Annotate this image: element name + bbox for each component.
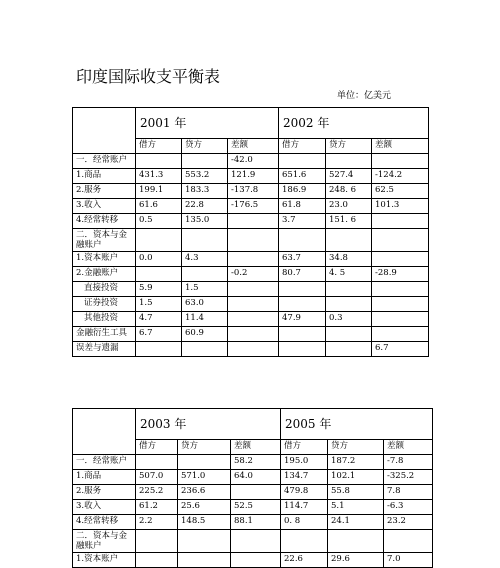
table-row (73, 530, 433, 553)
table-cell: 135.0 (182, 214, 228, 229)
table-cell (182, 267, 228, 282)
table-cell: 58.2 (231, 455, 281, 470)
table-cell (228, 229, 279, 252)
column-header: 借方 (279, 139, 326, 154)
table-cell (372, 282, 429, 297)
table-cell: 29.6 (328, 553, 384, 568)
table-cell: 0.0 (136, 252, 182, 267)
table-cell: 5.9 (136, 282, 182, 297)
table-cell: 80.7 (279, 267, 326, 282)
column-header: 差额 (231, 440, 281, 455)
row-label: 金融衍生工具 (73, 327, 136, 342)
table-cell (231, 553, 281, 568)
year-header: 2001 年 (136, 108, 279, 139)
table-cell: -0.2 (228, 267, 279, 282)
table-cell: 2.2 (136, 515, 178, 530)
column-header: 借方 (281, 440, 328, 455)
table-cell (178, 455, 231, 470)
table-cell: 6.7 (136, 327, 182, 342)
table-cell: 148.5 (178, 515, 231, 530)
year-header: 2005 年 (281, 409, 433, 440)
table-cell: 64.0 (231, 470, 281, 485)
table-row (73, 154, 429, 169)
table-cell: -7.8 (384, 455, 433, 470)
balance-table-2001-2002 (72, 107, 429, 357)
table-cell: 121.9 (228, 169, 279, 184)
table-cell (136, 553, 178, 568)
table-row (73, 267, 429, 282)
table-row (73, 312, 429, 327)
column-header: 贷方 (328, 440, 384, 455)
table-row (73, 553, 433, 568)
table-row (73, 169, 429, 184)
row-label: 2.服务 (73, 184, 136, 199)
table-cell: -28.9 (372, 267, 429, 282)
table-cell (182, 154, 228, 169)
table-cell (372, 297, 429, 312)
table-cell (326, 282, 372, 297)
table-cell: 22.8 (182, 199, 228, 214)
table-cell: 0.3 (326, 312, 372, 327)
row-label: 1.资本账户 (73, 252, 136, 267)
table-cell: 5.1 (328, 500, 384, 515)
table-cell: 6.7 (372, 342, 429, 357)
column-header: 差额 (372, 139, 429, 154)
table-cell (326, 342, 372, 357)
row-label: 误差与遗漏 (73, 342, 136, 357)
table-cell (228, 297, 279, 312)
table-cell: 151. 6 (326, 214, 372, 229)
table-cell (372, 252, 429, 267)
table-cell (136, 455, 178, 470)
row-label: 2.金融账户 (73, 267, 136, 282)
table-cell: 4. 5 (326, 267, 372, 282)
table-cell: 102.1 (328, 470, 384, 485)
table-cell: 3.7 (279, 214, 326, 229)
table-cell (228, 327, 279, 342)
year-header: 2003 年 (136, 409, 281, 440)
column-header: 贷方 (182, 139, 228, 154)
table-cell (372, 312, 429, 327)
table-cell: 186.9 (279, 184, 326, 199)
table-cell: 25.6 (178, 500, 231, 515)
row-label: 二．资本与金融账户 (73, 229, 136, 252)
table-cell (279, 282, 326, 297)
row-label: 证券投资 (73, 297, 136, 312)
row-label: 其他投资 (73, 312, 136, 327)
table-cell (281, 530, 328, 553)
table-cell: 60.9 (182, 327, 228, 342)
row-label: 4.经常转移 (73, 214, 136, 229)
table-cell: 63.0 (182, 297, 228, 312)
table-cell: 225.2 (136, 485, 178, 500)
table-cell: 0.5 (136, 214, 182, 229)
table-cell (279, 297, 326, 312)
table-row (73, 199, 429, 214)
table-cell: 52.5 (231, 500, 281, 515)
table-cell (228, 312, 279, 327)
table-cell (228, 214, 279, 229)
table-cell: 63.7 (279, 252, 326, 267)
table-cell (279, 342, 326, 357)
table-cell (279, 327, 326, 342)
table-cell: 4.3 (182, 252, 228, 267)
table-cell: 0. 8 (281, 515, 328, 530)
year-header: 2002 年 (279, 108, 429, 139)
table-cell: 61.8 (279, 199, 326, 214)
header-corner (73, 108, 136, 154)
table-cell: 23.2 (384, 515, 433, 530)
column-header: 差额 (384, 440, 433, 455)
column-header: 差额 (228, 139, 279, 154)
table-cell: 134.7 (281, 470, 328, 485)
table-cell (231, 485, 281, 500)
table-row (73, 184, 429, 199)
table-cell: -176.5 (228, 199, 279, 214)
table-cell (326, 327, 372, 342)
table-cell (326, 297, 372, 312)
table-cell (136, 267, 182, 282)
table-cell: -42.0 (228, 154, 279, 169)
table-cell: 479.8 (281, 485, 328, 500)
table-cell: 101.3 (372, 199, 429, 214)
table-cell: 1.5 (182, 282, 228, 297)
table-cell (372, 214, 429, 229)
row-label: 一．经常账户 (73, 455, 136, 470)
table-cell: 7.8 (384, 485, 433, 500)
table-row (73, 500, 433, 515)
table-cell: 527.4 (326, 169, 372, 184)
row-label: 1.商品 (73, 169, 136, 184)
table-cell: 114.7 (281, 500, 328, 515)
table-row (73, 229, 429, 252)
table-cell (136, 229, 182, 252)
table-cell: 183.3 (182, 184, 228, 199)
table-cell (178, 530, 231, 553)
table-cell: 24.1 (328, 515, 384, 530)
row-label: 2.服务 (73, 485, 136, 500)
row-label: 一．经常账户 (73, 154, 136, 169)
row-label: 二．资本与金融账户 (73, 530, 136, 553)
table-row (73, 515, 433, 530)
table-row (73, 470, 433, 485)
table-cell: 7.0 (384, 553, 433, 568)
table-cell: -137.8 (228, 184, 279, 199)
table-cell (136, 530, 178, 553)
year-header-row (73, 108, 429, 139)
table-cell (182, 342, 228, 357)
table-cell: 34.8 (326, 252, 372, 267)
table-cell (231, 530, 281, 553)
table-cell (372, 154, 429, 169)
table-row (73, 342, 429, 357)
table-cell (372, 229, 429, 252)
table-cell: 55.8 (328, 485, 384, 500)
column-header: 贷方 (326, 139, 372, 154)
table-cell (328, 530, 384, 553)
row-label: 直接投资 (73, 282, 136, 297)
year-header-row (73, 409, 433, 440)
table-cell (279, 154, 326, 169)
table-cell: 4.7 (136, 312, 182, 327)
table-cell (228, 282, 279, 297)
table-cell (326, 154, 372, 169)
table-cell (372, 327, 429, 342)
table-cell: 1.5 (136, 297, 182, 312)
table-row (73, 282, 429, 297)
row-label: 3.收入 (73, 199, 136, 214)
table-cell: 195.0 (281, 455, 328, 470)
table-cell: 507.0 (136, 470, 178, 485)
table-row (73, 485, 433, 500)
table-cell: 88.1 (231, 515, 281, 530)
column-header: 借方 (136, 440, 178, 455)
table-cell (136, 154, 182, 169)
row-label: 1.资本账户 (73, 553, 136, 568)
table-cell: 22.6 (281, 553, 328, 568)
table-cell (384, 530, 433, 553)
column-header: 借方 (136, 139, 182, 154)
table-cell (228, 342, 279, 357)
table-row (73, 297, 429, 312)
table-row (73, 455, 433, 470)
balance-table-2003-2005 (72, 408, 433, 568)
table-cell: 431.3 (136, 169, 182, 184)
unit-label: 单位：亿美元 (337, 91, 392, 101)
table-cell (279, 229, 326, 252)
table-cell: 571.0 (178, 470, 231, 485)
table-cell: 248. 6 (326, 184, 372, 199)
table-cell (326, 229, 372, 252)
table-cell: 23.0 (326, 199, 372, 214)
header-corner (73, 409, 136, 455)
table-cell: 553.2 (182, 169, 228, 184)
table-cell: -325.2 (384, 470, 433, 485)
table-cell: 61.6 (136, 199, 182, 214)
row-label: 3.收入 (73, 500, 136, 515)
table-cell: 11.4 (182, 312, 228, 327)
table-row (73, 327, 429, 342)
row-label: 1.商品 (73, 470, 136, 485)
row-label: 4.经常转移 (73, 515, 136, 530)
table-row (73, 214, 429, 229)
table-cell (182, 229, 228, 252)
table-cell: 199.1 (136, 184, 182, 199)
table-cell: 61.2 (136, 500, 178, 515)
table-cell: 62.5 (372, 184, 429, 199)
table-cell: -6.3 (384, 500, 433, 515)
table-cell (136, 342, 182, 357)
table-cell: 187.2 (328, 455, 384, 470)
table-cell (228, 252, 279, 267)
column-header: 贷方 (178, 440, 231, 455)
table-cell: -124.2 (372, 169, 429, 184)
document-title: 印度国际收支平衡表 (76, 67, 221, 86)
table-cell: 47.9 (279, 312, 326, 327)
table-row (73, 252, 429, 267)
table-cell: 236.6 (178, 485, 231, 500)
table-cell (178, 553, 231, 568)
table-cell: 651.6 (279, 169, 326, 184)
